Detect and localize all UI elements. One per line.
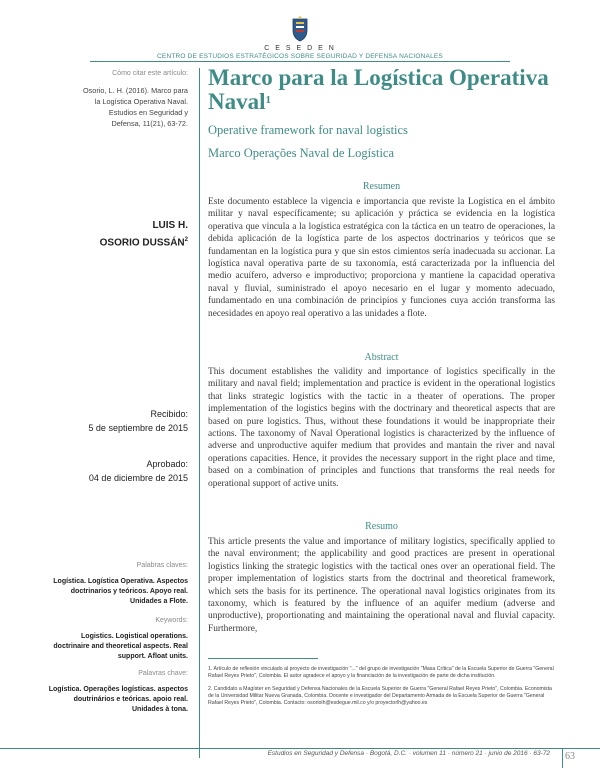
keywords-es: Logística. Logística Operativa. Aspectos doctrinarios y teóricos. Apoyo real. Unidades a Flote. [53,578,188,605]
resumen-heading: Resumen [362,181,401,192]
article-title-text: Marco para la Logística Operativa Naval [208,65,549,114]
cesedem-logo [291,16,309,42]
footer-divider [0,748,600,749]
author-name [58,218,188,250]
keywords-pt: Logística. Operações logísticas. aspectos doutrinários e teóricas. apoio real. Unidades à tona. [48,686,188,713]
header-center-name: CENTRO DE ESTUDIOS ESTRATÉGICOS SOBRE SEGURIDAD Y DEFENSA NACIONALES [157,53,443,60]
author-first-name: LUIS H. [152,220,188,231]
approved-date: 04 de diciembre de 2015 [88,473,188,483]
header-acronym: C E S E D E N [264,45,336,52]
received-label: Recibido: [150,409,188,419]
footnote-divider [208,658,318,659]
keywords-pt-label: Palavras chave: [138,670,188,677]
keywords-en-label: Keywords: [155,617,188,624]
author-last-name: OSORIO DUSSÁN [99,237,185,249]
article-title-english: Operative framework for naval logistics [208,123,408,137]
header-divider [90,61,510,62]
cite-label: Cómo citar este artículo: [112,70,188,77]
resumo-paragraph: This article presents the value and importance of military logistics, specifically applied to the naval environment; the applicability and good practices are present in operational logistics linking the strategic logistics with the tactical ones over an operational field. The proper implementation of logistics starts from the doctrinal and theoretical framework, which sets the basis for its pertinence. The operational naval logistics originates from its taxonomy, which is featured by the influence of an aquifer medium (adverse and unproductive), proportionating and maintaining the operational naval and fluvial capacity. Furthermore, [208,537,555,634]
keywords-es-label: Palabras claves: [136,562,188,569]
article-title [208,66,588,114]
abstract-paragraph: This document establishes the validity and importance of logistics specifically in the military and naval field; implementation and practice is evident in the operational logistics that links strategic logistics with the tactic in a theater of operations. The proper implementation of the logistics begins with the doctrinary and theoretical aspects that are based on pure logistics. Thus, without these foundations it would be inappropriate their actions. The taxonomy of Naval Operational logistics is characterized by the influence of adverse and unproductive aquifer medium that provides and mantain the river and naval operations capacities. Hence, it provides the necessary support in the right place and time, based on a combination of principles and functions that transforms the real needs for operational support of active units. [208,367,555,489]
column-divider [199,68,200,758]
footer-journal-info: Estudios en Seguridad y Defensa · Bogotá, D.C. · volumen 11 · número 21 · junio de 2016 · 63-72 [267,750,550,757]
cite-text: Osorio, L. H. (2016). Marco para la Logística Operativa Naval. Estudios en Seguridad y Defensa, 11(21), 63-72. [82,86,188,128]
page-number: 63 [565,751,575,762]
footnote-2: 2. Candidato a Magíster en Seguridad y Defensa Nacionales de la Escuela Superior de Guerra "General Rafael Reyes Prieto", Colombia. Economista de la Universidad Militar Nueva Granada, Colombia. Docente e investigador del Departamento Armada de la Escuela Superior de Guerra "General Rafael Reyes Prieto", Colombia. Contacto: osoriolh@esdegue.mil.co y/o proyectorlh@yahoo.es [208,686,552,706]
resumo-heading: Resumo [365,521,398,532]
article-title-portuguese: Marco Operações Naval de Logística [208,146,395,160]
footer-separator [562,748,563,768]
received-date: 5 de septiembre de 2015 [88,423,188,433]
footnote-1: 1. Artículo de reflexión vinculado al proyecto de investigación "..." del grupo de investigación "Masa Crítica" de la Escuela Superior de Guerra "General Rafael Reyes Prieto", Colombia. El autor agradece el apoyo y la financiación de la investigación de parte de dicha institución. [208,666,554,679]
approved-label: Aprobado: [146,459,188,469]
title-footnote-mark: 1 [265,94,271,106]
author-footnote-mark: 2 [184,237,188,243]
keywords-en: Logistics. Logistical operations. doctrinaire and theoretical aspects. Real support. Afloat units. [53,633,188,660]
resumen-paragraph: Este documento establece la vigencia e importancia que reviste la Logística en el ámbito militar y naval específicamente; su aplicación y práctica se evidencia en la logística operativa que vincula a la logística estratégica con la táctica en un teatro de operaciones, la debida aplicación de la logística parte de los aspectos doctrinarios y teóricos que se fundamentan en la logística pura y que sin estos cimientos sería inadecuada su accionar. La logística naval operativa parte de su taxonomía, está caracterizada por la influencia del medio acuífero, adverso e improductivo; proporciona y mantiene la capacidad operativa naval y fluvial, suministrado el apoyo necesario en el lugar y momento adecuado, fundamentado en una combinación de principios y funciones cuya acción transforma las necesidades en apoyo real operativo a las unidades a flote. [208,197,555,319]
abstract-heading: Abstract [364,352,399,363]
